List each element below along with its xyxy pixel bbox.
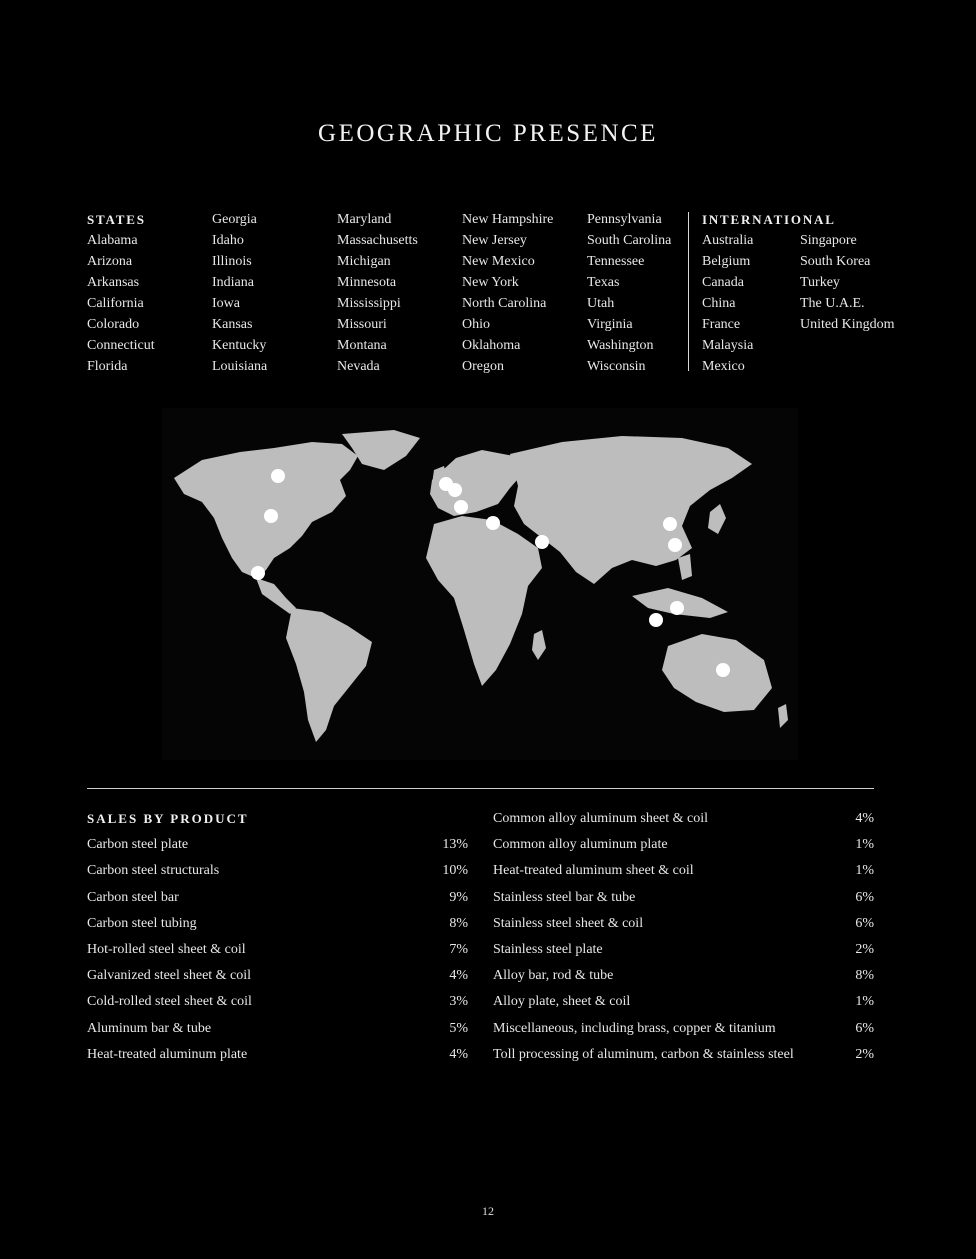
product-label: Alloy plate, sheet & coil — [493, 994, 631, 1010]
sales-row — [493, 937, 874, 963]
state-name: Connecticut — [87, 338, 155, 353]
vertical-divider — [688, 212, 689, 371]
country-name: The U.A.E. — [800, 296, 865, 311]
location-marker — [670, 601, 684, 615]
state-name: New Jersey — [462, 233, 527, 248]
state-name: Indiana — [212, 275, 254, 290]
sales-row — [493, 989, 874, 1015]
states-heading: STATES — [87, 212, 146, 227]
product-label: Cold-rolled steel sheet & coil — [87, 994, 252, 1010]
product-value: 13% — [442, 837, 468, 853]
state-name: Florida — [87, 359, 128, 374]
international-heading: INTERNATIONAL — [702, 212, 836, 227]
state-name: Utah — [587, 296, 615, 311]
product-value: 3% — [449, 994, 468, 1010]
state-name: New York — [462, 275, 519, 290]
country-name: Canada — [702, 275, 744, 290]
page-number: 12 — [482, 1204, 494, 1218]
state-name: Illinois — [212, 254, 252, 269]
location-marker — [535, 535, 549, 549]
sales-row — [87, 885, 468, 911]
states-column-5 — [587, 209, 687, 377]
international-column-2 — [800, 209, 910, 335]
product-label: Galvanized steel sheet & coil — [87, 968, 252, 984]
state-name: Maryland — [337, 212, 392, 227]
sales-row — [87, 832, 468, 858]
states-column-3 — [337, 209, 462, 377]
sales-row — [493, 963, 874, 989]
country-name: South Korea — [800, 254, 871, 269]
product-value: 2% — [855, 1046, 874, 1062]
country-name: China — [702, 296, 736, 311]
sales-row — [87, 937, 468, 963]
states-column-1 — [87, 209, 212, 377]
state-name: Alabama — [87, 233, 138, 248]
sales-heading: SALES BY PRODUCT — [87, 811, 249, 826]
product-label: Carbon steel structurals — [87, 863, 220, 879]
product-label: Common alloy aluminum sheet & coil — [493, 811, 709, 826]
state-name: Iowa — [212, 296, 240, 311]
sales-row — [87, 1042, 468, 1068]
product-label: Common alloy aluminum plate — [493, 837, 668, 853]
location-marker — [271, 469, 285, 483]
sales-row — [87, 963, 468, 989]
state-name: Oklahoma — [462, 338, 521, 353]
state-name: Tennessee — [587, 254, 645, 269]
horizontal-rule — [87, 788, 874, 789]
country-name: Mexico — [702, 359, 745, 374]
location-marker — [264, 509, 278, 523]
product-value: 4% — [449, 968, 468, 984]
states-column-2 — [212, 209, 337, 377]
location-marker — [663, 517, 677, 531]
page-title: GEOGRAPHIC PRESENCE — [318, 120, 658, 147]
product-value: 6% — [855, 1020, 874, 1036]
location-marker — [649, 613, 663, 627]
product-label: Hot-rolled steel sheet & coil — [87, 942, 246, 958]
location-marker — [251, 566, 265, 580]
sales-row — [493, 832, 874, 858]
country-name: United Kingdom — [800, 317, 895, 332]
product-value: 1% — [855, 994, 874, 1010]
sales-row — [493, 1016, 874, 1042]
state-name: Pennsylvania — [587, 212, 662, 227]
product-value: 8% — [855, 968, 874, 984]
sales-row — [493, 885, 874, 911]
product-label: Stainless steel sheet & coil — [493, 915, 644, 931]
state-name: Massachusetts — [337, 233, 418, 248]
states-column-4 — [462, 209, 587, 377]
product-value: 1% — [855, 837, 874, 853]
sales-row — [87, 989, 468, 1015]
state-name: Virginia — [587, 317, 633, 332]
state-name: Oregon — [462, 359, 504, 374]
state-name: Arkansas — [87, 275, 140, 290]
product-value: 5% — [449, 1020, 468, 1036]
state-name: New Mexico — [462, 254, 535, 269]
state-name: Texas — [587, 275, 620, 290]
sales-row — [87, 1016, 468, 1042]
location-marker — [454, 500, 468, 514]
country-name: France — [702, 317, 741, 332]
product-value: 1% — [855, 863, 874, 879]
product-value: 4% — [449, 1046, 468, 1062]
sales-row — [87, 911, 468, 937]
location-marker — [668, 538, 682, 552]
sales-table-left — [87, 806, 468, 1068]
sales-row — [493, 858, 874, 884]
state-name: Kentucky — [212, 338, 267, 353]
state-name: Nevada — [337, 359, 380, 374]
product-label: Heat-treated aluminum plate — [87, 1046, 248, 1062]
product-label: Stainless steel plate — [493, 942, 603, 958]
product-value: 10% — [442, 863, 468, 879]
state-name: Washington — [587, 338, 654, 353]
location-marker — [448, 483, 462, 497]
product-value: 6% — [855, 915, 874, 931]
product-label: Toll processing of aluminum, carbon & stainless steel — [493, 1046, 794, 1062]
state-name: Arizona — [87, 254, 133, 269]
state-name: Mississippi — [337, 296, 401, 311]
sales-row — [493, 1042, 874, 1068]
state-name: Ohio — [462, 317, 490, 332]
state-name: Louisiana — [212, 359, 268, 374]
product-label: Carbon steel plate — [87, 837, 189, 853]
state-name: Minnesota — [337, 275, 397, 290]
product-label: Carbon steel tubing — [87, 915, 197, 931]
product-value: 2% — [855, 942, 874, 958]
product-value: 6% — [855, 889, 874, 905]
product-label: Miscellaneous, including brass, copper & titanium — [493, 1020, 776, 1036]
state-name: South Carolina — [587, 233, 672, 248]
product-label: Carbon steel bar — [87, 889, 179, 905]
state-name: Missouri — [337, 317, 387, 332]
world-map-graphic — [162, 408, 798, 760]
state-name: Georgia — [212, 212, 257, 227]
sales-row — [87, 858, 468, 884]
country-name: Australia — [702, 233, 754, 248]
state-name: Michigan — [337, 254, 391, 269]
world-map — [162, 408, 798, 760]
country-name: Turkey — [800, 275, 840, 290]
state-name: Idaho — [212, 233, 244, 248]
product-value: 8% — [449, 915, 468, 931]
sales-row — [493, 806, 874, 832]
product-label: Alloy bar, rod & tube — [493, 968, 614, 984]
country-name: Singapore — [800, 233, 857, 248]
state-name: North Carolina — [462, 296, 547, 311]
sales-row — [493, 911, 874, 937]
state-name: Wisconsin — [587, 359, 646, 374]
location-marker — [486, 516, 500, 530]
location-marker — [716, 663, 730, 677]
product-value: 9% — [449, 889, 468, 905]
product-label: Aluminum bar & tube — [87, 1020, 212, 1036]
state-name: Colorado — [87, 317, 140, 332]
product-label: Stainless steel bar & tube — [493, 889, 636, 905]
country-name: Belgium — [702, 254, 751, 269]
sales-table-right — [493, 806, 874, 1068]
country-name: Malaysia — [702, 338, 754, 353]
state-name: Montana — [337, 338, 387, 353]
product-label: Heat-treated aluminum sheet & coil — [493, 863, 694, 879]
state-name: New Hampshire — [462, 212, 554, 227]
state-name: Kansas — [212, 317, 253, 332]
state-name: California — [87, 296, 144, 311]
product-value: 7% — [449, 942, 468, 958]
product-value: 4% — [855, 811, 874, 826]
